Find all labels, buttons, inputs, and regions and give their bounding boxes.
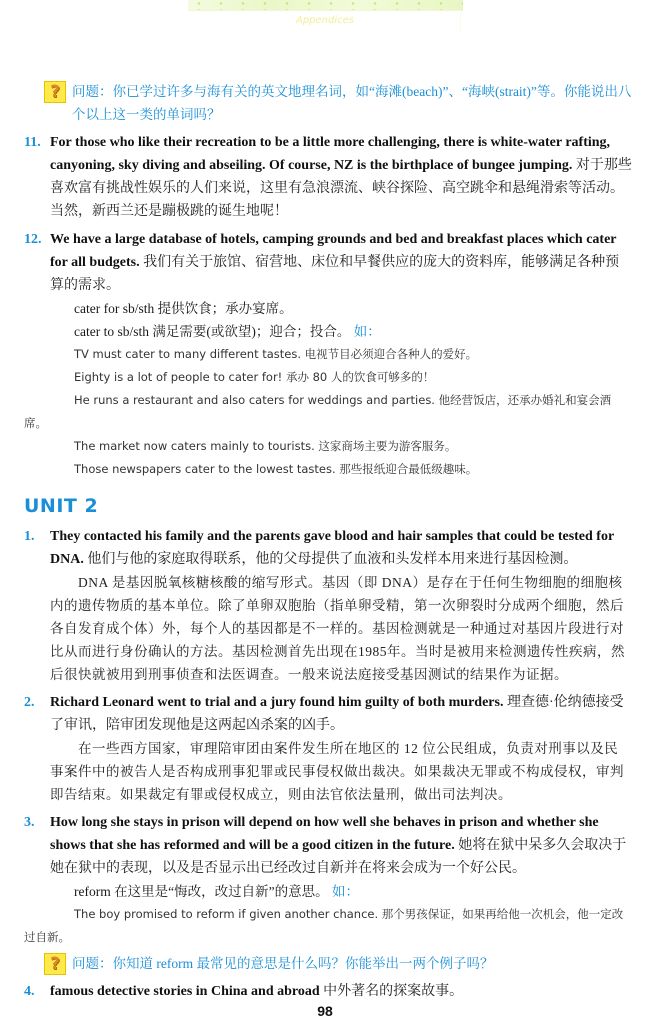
question-icon: ?	[44, 81, 66, 103]
phrase: cater to sb/sth	[74, 324, 149, 339]
note-item-12	[24, 228, 632, 297]
header-decoration	[188, 0, 463, 11]
item-number: 12.	[24, 232, 42, 247]
question-prompt	[44, 952, 632, 975]
item-number: 2.	[24, 695, 35, 710]
question-icon: ?	[44, 953, 66, 975]
chinese-translation: 我们有关于旅馆、宿营地、床位和早餐供应的庞大的资料库，能够满足各种预算的需求。	[50, 255, 620, 293]
phrase-meaning: 提供饮食；承办宴席。	[157, 301, 293, 316]
unit-heading: UNIT 2	[24, 495, 99, 517]
running-header: Appendices	[295, 15, 354, 26]
chinese-translation: 她将在狱中呆多久会取决于她在狱中的表现，以及是否显示出已经改过自新并在将来会成为一个好公民。	[50, 838, 627, 876]
explanation-paragraph: 在一些西方国家，审理陪审团由案件发生所在地区的 12 位公民组成，负责对刑事以及民事案件中的被告人是否构成刑事犯罪或民事侵权做出裁决。如果裁决无罪或不构成侵权，审判即告结束。如果裁定有罪或侵权成立，则由法官依法量刑，做出司法判决。	[50, 741, 624, 802]
chinese-translation: 理查德·伦纳德接受了审讯，陪审团发现他是这两起凶杀案的凶手。	[50, 695, 624, 733]
example-sentence: TV must cater to many different tastes. 电视节目必须迎合各种人的爱好。	[74, 347, 478, 361]
usage-note-cater-for	[50, 297, 632, 320]
note-item-2	[24, 691, 632, 737]
example-sentence: He runs a restaurant and also caters for weddings and parties. 他经营饭店，还承办婚礼和宴会酒席。	[24, 393, 612, 430]
usage-note-reform	[50, 880, 632, 903]
chinese-translation: 对于那些喜欢富有挑战性娱乐的人们来说，这里有急浪漂流、峡谷探险、高空跳伞和悬绳滑索等活动。当然，新西兰还是蹦极跳的诞生地呢！	[50, 158, 632, 219]
english-sentence: We have a large database of hotels, camping grounds and bed and breakfast places which cater for all budgets.	[50, 232, 617, 270]
item-number: 11.	[24, 135, 41, 150]
phrase-meaning: 满足需要(或欲望)；迎合；投合。	[152, 324, 351, 339]
chinese-translation: 他们与他的家庭取得联系，他的父母提供了血液和头发样本用来进行基因检测。	[87, 552, 578, 567]
example-sentence: The market now caters mainly to tourists. 这家商场主要为游客服务。	[74, 439, 457, 453]
english-sentence: For those who like their recreation to be a little more challenging, there is white-water rafting, canyoning, sky diving and abseiling. Of course, NZ is the birthplace of bungee jumping.	[50, 135, 611, 173]
example-label: 如：	[353, 324, 381, 339]
english-sentence: famous detective stories in China and abroad	[50, 984, 320, 999]
note-item-4	[24, 980, 632, 1003]
english-sentence: They contacted his family and the parents gave blood and hair samples that could be tested for DNA.	[50, 529, 614, 567]
note-item-3	[24, 811, 632, 880]
item-number: 3.	[24, 815, 35, 830]
usage-note-cater-to	[50, 320, 632, 343]
question-prompt	[44, 80, 632, 126]
question-text: 问题：你已学过许多与海有关的英文地理名词，如“海滩(beach)”、“海峡(strait)”等。你能说出八个以上这一类的单词吗？	[72, 84, 632, 122]
example-sentence: Those newspapers cater to the lowest tastes. 那些报纸迎合最低级趣味。	[74, 462, 478, 476]
phrase: reform	[74, 884, 111, 899]
page-content	[24, 80, 632, 1003]
example-sentence: The boy promised to reform if given another chance. 那个男孩保证，如果再给他一次机会，他一定改过自新。	[24, 907, 624, 944]
note-item-1	[24, 525, 632, 571]
page-number: 98	[317, 1003, 333, 1019]
example-label: 如：	[331, 884, 359, 899]
item-number: 4.	[24, 984, 35, 999]
english-sentence: Richard Leonard went to trial and a jury found him guilty of both murders.	[50, 695, 504, 710]
question-text: 问题：你知道 reform 最常见的意思是什么吗？你能举出一两个例子吗？	[72, 956, 494, 971]
example-sentence: Eighty is a lot of people to cater for! 承办 80 人的饮食可够多的！	[74, 370, 435, 384]
explanation-paragraph: DNA 是基因脱氧核糖核酸的缩写形式。基因（即 DNA）是存在于任何生物细胞的细胞核内的遗传物质的基本单位。除了单卵双胞胎（指单卵受精，第一次卵裂时分成两个细胞，然后各自发育成个体）外，每个人的基因都是不一样的。基因检测就是一种通过对基因片段进行对比从而进行身份确认的方法。基因检测首先出现在1985年。当时是被用来检测遗传性疾病，然后很快就被用到刑事侦查和法医调查。一般来说法庭接受基因测试的结果作为证据。	[50, 575, 625, 682]
note-item-11	[24, 131, 632, 223]
item-number: 1.	[24, 529, 35, 544]
chinese-translation: 中外著名的探案故事。	[323, 984, 464, 999]
phrase-meaning: 在这里是“悔改，改过自新”的意思。	[114, 884, 329, 899]
english-sentence: How long she stays in prison will depend on how well she behaves in prison and whether she shows that she has reformed and will be a good citizen in the future.	[50, 815, 599, 853]
phrase: cater for sb/sth	[74, 301, 155, 316]
